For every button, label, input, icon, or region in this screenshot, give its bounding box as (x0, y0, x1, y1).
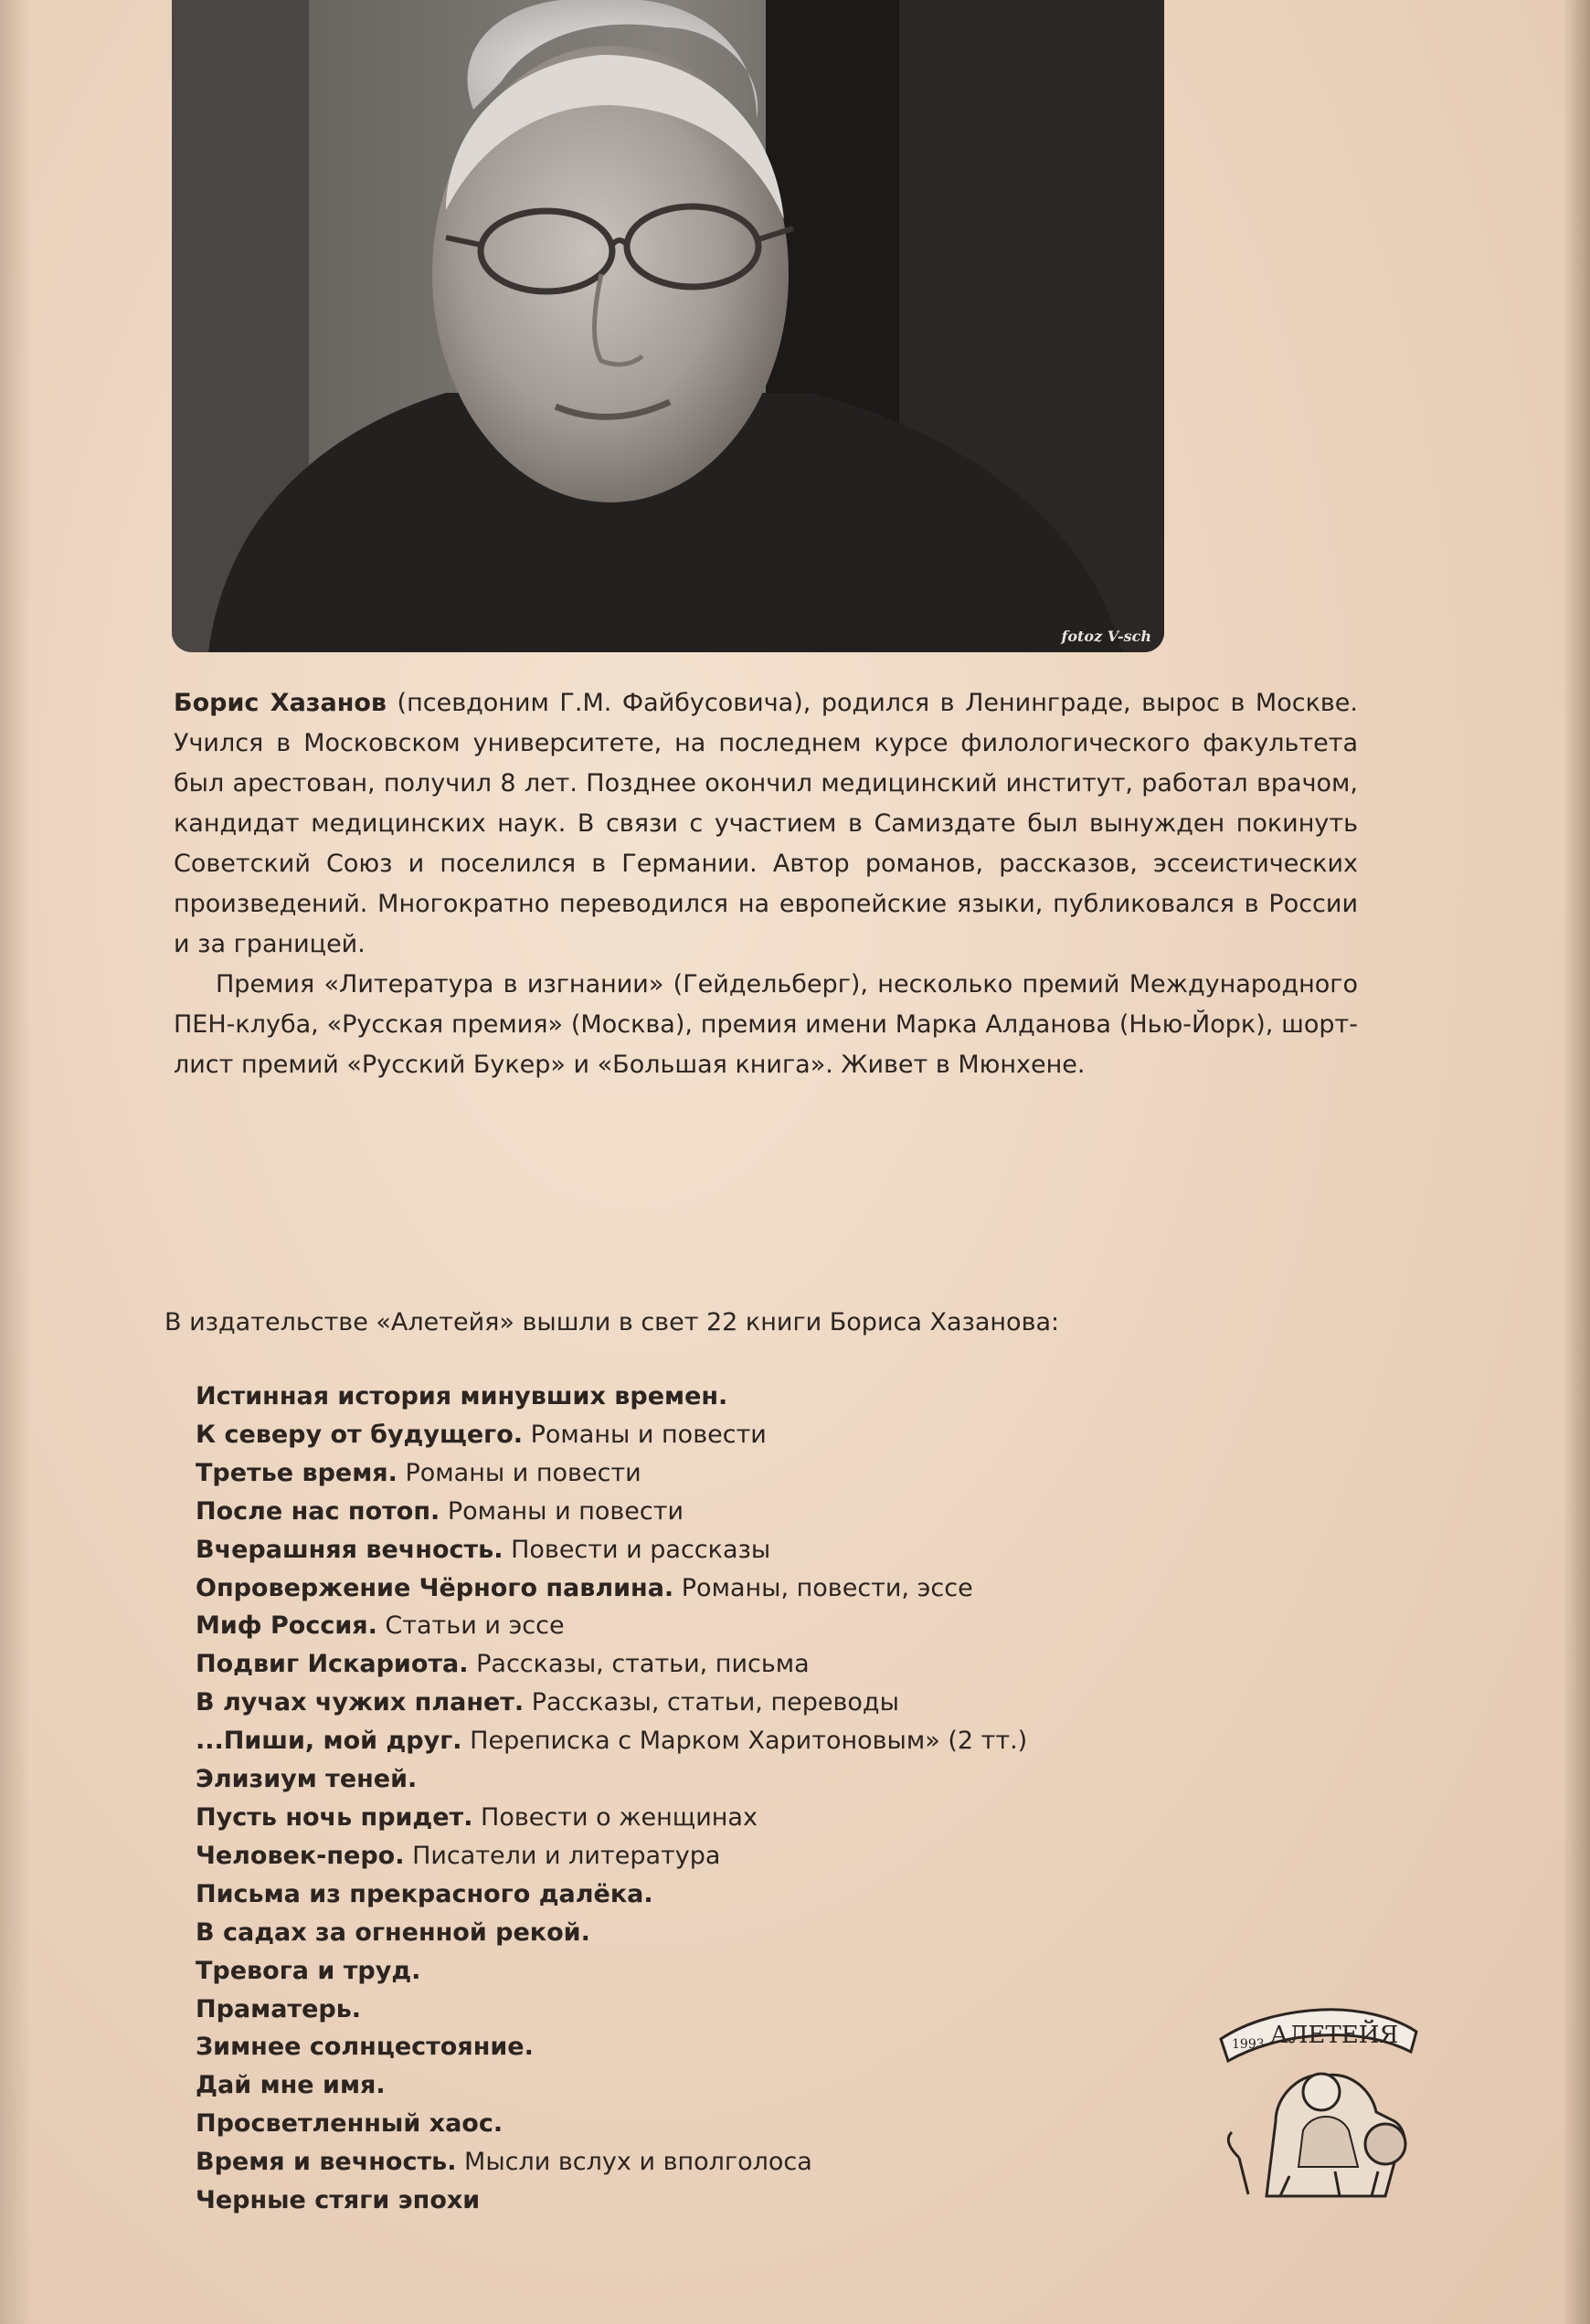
book-title: Вчерашняя вечность. (196, 1535, 504, 1564)
book-list-item (196, 1645, 1027, 1684)
book-list-item (196, 1684, 1027, 1722)
bio-paragraph-1-text: (псевдоним Г.М. Файбусовича), родился в Ленинграде, вырос в Москве. Учился в Московском университете, на последнем курсе филологического факультета был арестован, получил 8 лет. Позднее окончил медицинский институт, работал врачом, кандидат медицинских наук. В связи с участием в Самиздате был вынужден покинуть Советский Союз и поселился в Германии. Автор романов, рассказов, эссеистических произведений. Многократно переводился на европейские языки, публиковался в России и за границей. (174, 689, 1359, 958)
book-list-item (196, 1607, 1027, 1645)
book-list-item (196, 1760, 1027, 1799)
book-list-item (196, 2066, 1027, 2105)
book-subtitle: Романы и повести (440, 1496, 684, 1526)
book-title: Опровержение Чёрного павлина. (196, 1573, 674, 1602)
book-subtitle: Романы, повести, эссе (673, 1573, 973, 1602)
book-list-item (196, 1837, 1027, 1875)
book-subtitle: Повести о женщинах (472, 1802, 758, 1832)
book-list-item (196, 1378, 1027, 1416)
book-title: ...Пиши, мой друг. (196, 1727, 462, 1756)
book-list-item (196, 1914, 1027, 1952)
book-title: Письма из прекрасного далёка. (196, 1879, 653, 1908)
book-list-item (196, 2028, 1027, 2066)
book-list-item (196, 1991, 1027, 2029)
book-title: Подвиг Искариота. (196, 1650, 469, 1679)
author-name: Борис Хазанов (174, 689, 387, 717)
book-list-item (196, 2105, 1027, 2143)
book-list-item (196, 1722, 1027, 1760)
book-list-item (196, 1416, 1027, 1454)
book-title: Миф Россия. (196, 1611, 377, 1641)
book-title: После нас потоп. (196, 1496, 440, 1526)
book-title: Элизиум теней. (196, 1765, 418, 1794)
book-subtitle: Мысли вслух и вполголоса (456, 2148, 812, 2177)
book-list-item (196, 1875, 1027, 1914)
books-intro: В издательстве «Алетейя» вышли в свет 22 книги Бориса Хазанова: (164, 1308, 1060, 1336)
book-list-item (196, 1454, 1027, 1493)
book-subtitle: Статьи и эссе (376, 1611, 565, 1641)
photo-credit: fotoz V-sch (1061, 628, 1151, 645)
book-title: Зимнее солнцестояние. (196, 2033, 534, 2062)
book-title: В садах за огненной рекой. (196, 1917, 590, 1947)
book-title: Истинная история минувших времен. (196, 1382, 728, 1410)
author-biography (174, 683, 1358, 1085)
svg-text:1993: 1993 (1232, 2037, 1265, 2052)
book-subtitle: Рассказы, статьи, переводы (524, 1688, 899, 1717)
book-title: Пусть ночь придет. (196, 1802, 473, 1832)
svg-text:АЛЕТЕЙЯ: АЛЕТЕЙЯ (1270, 2022, 1399, 2049)
book-title: В лучах чужих планет. (196, 1688, 525, 1717)
book-subtitle: Романы и повести (523, 1420, 767, 1449)
book-subtitle: Писатели и литература (404, 1841, 721, 1870)
book-list-item (196, 1531, 1027, 1569)
book-list-item (196, 1493, 1027, 1531)
book-list-item (196, 1952, 1027, 1991)
book-title: Просветленный хаос. (196, 2109, 504, 2139)
book-title: К северу от будущего. (196, 1420, 524, 1449)
cover-left-edge (0, 0, 31, 2324)
book-title: Дай мне имя. (196, 2071, 386, 2100)
book-title: Время и вечность. (196, 2148, 457, 2177)
cover-right-edge (1563, 0, 1590, 2324)
book-list-item (196, 2143, 1027, 2181)
book-title: Черные стяги эпохи (196, 2186, 481, 2215)
aleteia-logo (1212, 1984, 1426, 2203)
author-photo (172, 0, 1164, 652)
book-title: Тревога и труд. (196, 1956, 421, 1985)
book-title: Человек-перо. (196, 1841, 405, 1870)
bio-paragraph-2: Премия «Литература в изгнании» (Гейдельберг), несколько премий Международного ПЕН-клуба, «Русская премия» (Москва), премия имени Марка Алданова (Нью-Йорк), шорт-лист премий «Русский Букер» и «Большая книга». Живет в Мюнхене. (174, 970, 1358, 1079)
book-subtitle: Рассказы, статьи, письма (468, 1650, 810, 1679)
book-list-item (196, 1569, 1027, 1608)
bio-paragraph-1 (174, 683, 1358, 965)
book-subtitle: Повести и рассказы (503, 1535, 771, 1564)
book-list-item (196, 2181, 1027, 2220)
book-title: Праматерь. (196, 1994, 362, 2023)
book-subtitle: Переписка с Марком Харитоновым» (2 тт.) (461, 1727, 1028, 1756)
book-subtitle: Романы и повести (397, 1458, 641, 1487)
book-list-item (196, 1799, 1027, 1837)
book-title: Третье время. (196, 1458, 398, 1487)
book-list (196, 1378, 1027, 2220)
